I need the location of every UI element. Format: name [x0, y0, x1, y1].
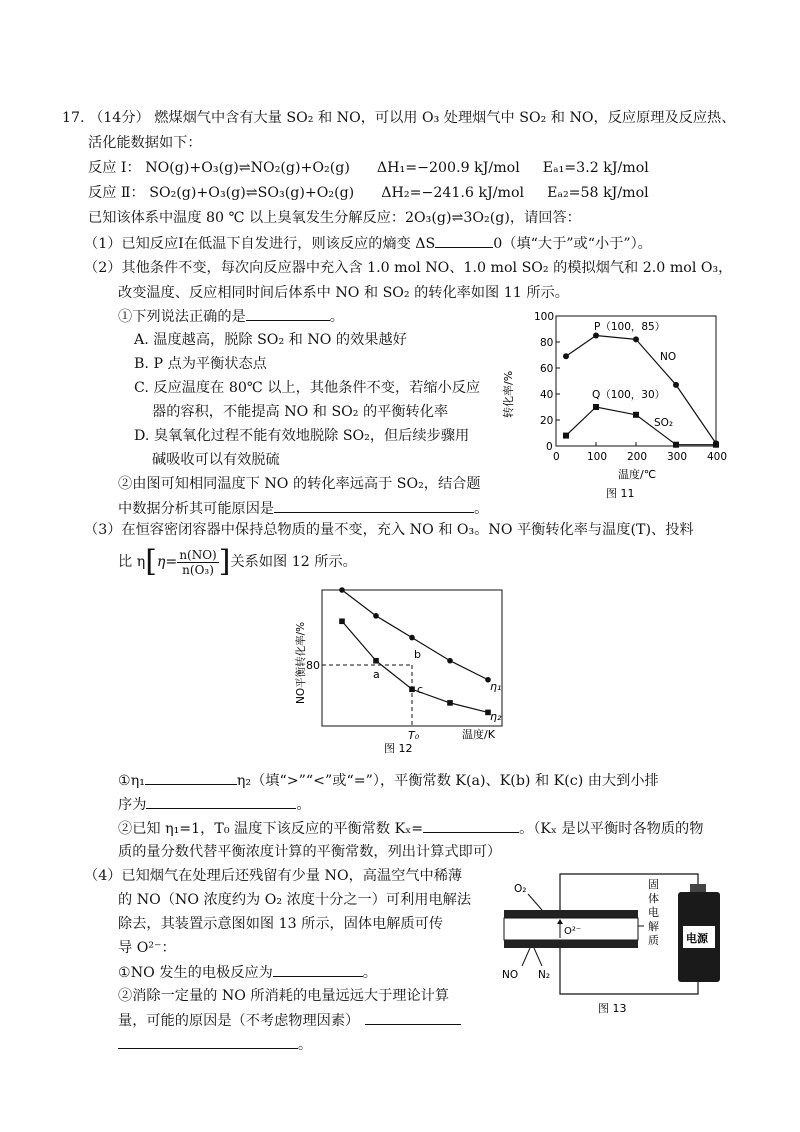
intro-line-1: 燃煤烟气中含有大量 SO₂ 和 NO，可以用 O₃ 处理烟气中 SO₂ 和 NO，反应原理及反应热、: [154, 110, 736, 126]
fig13-o2: O₂: [514, 883, 527, 895]
fraction-numerator: n(NO): [179, 547, 217, 562]
fig12-eta1-point: [447, 658, 453, 664]
fig11-so2-series-line: [566, 407, 716, 445]
part-3-line-1: （3）在恒容密闭容器中保持总物质的量不变，充入 NO 和 O₃。NO 平衡转化率与温度(T)、投料: [84, 522, 694, 538]
rxn2-activation: Eₐ₂=58 kJ/mol: [547, 185, 649, 201]
fig13-wire: [560, 874, 698, 916]
part4-q2-blank-2[interactable]: [118, 1034, 298, 1049]
fig11-x-tick-label: 400: [707, 451, 728, 463]
fig12-eta1-label: η₁: [490, 680, 502, 693]
option-b: B. P 点为平衡状态点: [134, 356, 267, 372]
fig11-y-tick-label: 0: [546, 441, 553, 453]
fig12-eta2-label: η₂: [490, 710, 502, 723]
fig12-caption: 图 12: [384, 742, 413, 755]
part4-q2-line-1: ②消除一定量的 NO 所消耗的电量远远大于理论计算: [118, 988, 450, 1004]
part4-q2-text: 量，可能的原因是（不考虑物理因素）: [118, 1013, 360, 1029]
fig13-electrode-bottom: [504, 940, 638, 948]
fig13-no: NO: [502, 969, 519, 981]
part4-q2-line-2: [118, 1010, 461, 1031]
fig11-caption: 图 11: [606, 487, 635, 500]
fig12-x-axis-label: 温度/K: [462, 728, 495, 741]
fig13-no-arrow: [522, 948, 530, 966]
fig12-y80: 80: [306, 659, 320, 672]
period: 。: [362, 965, 377, 981]
part3-relation-text: 关系如图 12 所示。: [230, 554, 357, 570]
part-2-line-1: （2）其他条件不变，每次向反应器中充入含 1.0 mol NO、1.0 mol SO₂ 的模拟烟气和 2.0 mol O₃，: [84, 260, 733, 276]
question-number: 17.: [62, 110, 85, 126]
part-4-line-4: 导 O²⁻：: [118, 940, 176, 956]
part2-q1: [118, 306, 344, 327]
fig12-eta2-point: [409, 686, 415, 692]
fig12-eta1-point: [339, 587, 345, 593]
fig11-y-tick-label: 80: [540, 337, 554, 349]
fig13-wire-bottom: [560, 946, 698, 994]
option-c-line-1: C. 反应温度在 80℃ 以上，其他条件不变，若缩小反应: [134, 380, 481, 396]
part4-q1-blank[interactable]: [273, 962, 363, 977]
fig11-so2-point: [673, 442, 679, 448]
fig11-x-tick-label: 300: [667, 451, 688, 463]
fig12-point-c: c: [417, 683, 424, 696]
rxn1-label: 反应 Ⅰ：: [88, 160, 141, 176]
intro-line-2: 活化能数据如下：: [88, 135, 202, 151]
part-4-line-2: 的 NO（NO 浓度约为 O₂ 浓度十分之一）可利用电解法: [118, 892, 472, 908]
part4-q2-blank-1[interactable]: [365, 1010, 461, 1025]
figure-11: [500, 300, 740, 510]
fig11-y-tick-label: 20: [540, 415, 554, 427]
fig12-t0: T₀: [408, 729, 420, 742]
fig13-electrolyte-char: 固: [648, 878, 659, 891]
part1-text-b: 0（填“大于”或“小于”）。: [493, 236, 652, 252]
fig13-electrode-top: [504, 910, 638, 918]
fig11-x-tick-label: 100: [587, 451, 608, 463]
period: 。: [296, 797, 311, 813]
fig12-eta2-point: [339, 618, 345, 624]
part3-q1-blank-1[interactable]: [145, 770, 237, 785]
rxn1-equation: NO(g)+O₃(g)⇌NO₂(g)+O₂(g): [145, 160, 350, 176]
option-c-line-2: 器的容积，不能提高 NO 和 SO₂ 的平衡转化率: [152, 404, 449, 420]
fig11-no-point: [633, 336, 639, 342]
fig11-no-point: [673, 382, 679, 388]
fig11-annot-q: Q（100，30）: [592, 389, 666, 401]
fig13-n2: N₂: [538, 969, 551, 981]
fig11-so2-point: [713, 442, 719, 448]
rxn1-enthalpy: ΔH₁=−200.9 kJ/mol: [376, 160, 520, 176]
fig12-eta2-point: [373, 658, 379, 664]
part3-q2-note: 。（Kₓ 是以平衡时各物质的物: [519, 821, 704, 837]
fig13-electrolyte-char: 质: [648, 934, 659, 947]
fig11-x-tick-label: 0: [553, 451, 560, 463]
rxn2-enthalpy: ΔH₂=−241.6 kJ/mol: [381, 185, 525, 201]
fig11-x-axis-label: 温度/℃: [618, 468, 657, 481]
part3-q1-text: η₂（填“>”“<”或“=”），平衡常数 K(a)、K(b) 和 K(c) 由大到小排: [236, 773, 659, 789]
part2-q2-line-1: ②由图可知相同温度下 NO 的转化率远高于 SO₂，结合题: [118, 476, 481, 492]
part3-q1-line-2: [118, 794, 311, 815]
fig11-label-no: NO: [660, 351, 677, 363]
period: 。: [298, 1037, 313, 1053]
figure-12: [284, 586, 524, 758]
option-a: A. 温度越高，脱除 SO₂ 和 NO 的效果越好: [134, 332, 407, 348]
part2-q2-text: 中数据分析其可能原因是: [118, 501, 275, 517]
fig13-electrolyte-char: 体: [648, 892, 659, 905]
fig12-plot-area: [322, 590, 502, 726]
fig12-eta1-line: [342, 590, 488, 680]
fig13-electrolyte-label: [648, 878, 659, 947]
fig11-so2-point: [563, 433, 569, 439]
fig12-eta2-point: [447, 700, 453, 706]
part3-q1-line-1: [118, 770, 659, 791]
fig11-no-point: [563, 353, 569, 359]
fig11-label-so2: SO₂: [654, 417, 674, 429]
part4-q1: [118, 962, 377, 983]
option-d-line-2: 碱吸收可以有效脱硫: [152, 452, 280, 468]
question-score: （14分）: [89, 110, 150, 126]
part3-q2-blank[interactable]: [423, 818, 519, 833]
part-3-line-2: 比 η[η= $\frac{n(NO)}{\text{n(O₃)}}$ ]关系如图 12 所示。: [118, 544, 357, 579]
part-4-line-1: （4）已知烟气在处理后还残留有少量 NO，高温空气中稀薄: [84, 868, 463, 884]
part2-q1-text: ①下列说法正确的是: [118, 309, 246, 325]
fig11-annot-p: P（100，85）: [594, 321, 666, 333]
decomposition-note: 已知该体系中温度 80 ℃ 以上臭氧发生分解反应：2O₃(g)⇌3O₂(g)，请回答：: [88, 210, 581, 226]
part-4-line-3: 除去，其装置示意图如图 13 所示，固体电解质可传: [118, 916, 444, 932]
part-1: [84, 233, 652, 254]
fig13-electrolyte-char: 电: [648, 906, 659, 919]
fig11-x-tick-label: 200: [627, 451, 648, 463]
period: 。: [329, 309, 344, 325]
part3-q1-blank-2[interactable]: [146, 794, 296, 809]
option-d-line-1: D. 臭氧氧化过程不能有效地脱除 SO₂，但后续步骤用: [134, 428, 470, 444]
rxn2-label: 反应 Ⅱ：: [88, 185, 145, 201]
fig11-no-point: [593, 333, 599, 339]
fig11-so2-point: [593, 404, 599, 410]
fig12-eta1-point: [373, 613, 379, 619]
eta-label: 比 η: [118, 554, 146, 570]
reaction-2: [88, 183, 649, 203]
fig11-so2-point: [633, 412, 639, 418]
figure-13: [490, 866, 740, 1016]
part-2-line-2: 改变温度、反应相同时间后体系中 NO 和 SO₂ 的转化率如图 11 所示。: [118, 285, 569, 301]
part2-q2-line-2: [118, 498, 488, 519]
fig13-electrolyte-char: 解: [648, 920, 659, 933]
part1-answer-blank[interactable]: [435, 233, 493, 248]
part2-q2-blank[interactable]: [274, 498, 474, 513]
part3-q2-line-1: [118, 818, 703, 839]
part4-q2-line-3: [118, 1034, 312, 1055]
fig12-eta1-point: [409, 635, 415, 641]
fig13-power-label: 电源: [686, 932, 708, 945]
fig11-y-tick-label: 60: [540, 363, 554, 375]
fig12-point-a: a: [373, 668, 380, 681]
fig12-point-b: b: [414, 648, 421, 661]
fig12-eta2-line: [342, 621, 488, 712]
fig11-plot-area: [556, 316, 716, 446]
order-label: 序为: [118, 797, 147, 813]
period: 。: [474, 501, 489, 517]
fig12-y-axis-label: NO平衡转化率/%: [295, 621, 307, 704]
fig11-y-tick-label: 40: [540, 389, 554, 401]
fig13-n2-arrow: [534, 948, 542, 966]
fig13-o2-arrow: [528, 894, 542, 910]
part3-q2-line-2: 质的量分数代替平衡浓度计算的平衡常数，列出计算式即可）: [118, 844, 502, 860]
part1-text-a: （1）已知反应Ⅰ在低温下自发进行，则该反应的熵变 ΔS: [84, 236, 436, 252]
fig13-o2minus: O²⁻: [564, 926, 582, 937]
rxn1-activation: Eₐ₁=3.2 kJ/mol: [542, 160, 649, 176]
fraction-denominator: n(O₃): [182, 562, 214, 577]
part2-q1-blank[interactable]: [246, 306, 330, 321]
fig13-caption: 图 13: [598, 1002, 627, 1015]
part3-q2-text: ②已知 η₁=1，T₀ 温度下该反应的平衡常数 Kₓ=: [118, 821, 424, 837]
question-header: [62, 108, 735, 128]
reaction-1: [88, 158, 649, 178]
eta1-text: ①η₁: [118, 773, 145, 789]
fig11-y-tick-label: 100: [534, 311, 555, 323]
fig11-y-axis-label: 转化率/%: [502, 370, 515, 418]
ratio-fraction: [177, 548, 218, 577]
eta-eq: η=: [156, 554, 178, 570]
fig13-power-top: [690, 884, 706, 892]
rxn2-equation: SO₂(g)+O₃(g)⇌SO₃(g)+O₂(g): [149, 185, 355, 201]
part4-q1-text: ①NO 发生的电极反应为: [118, 965, 273, 981]
